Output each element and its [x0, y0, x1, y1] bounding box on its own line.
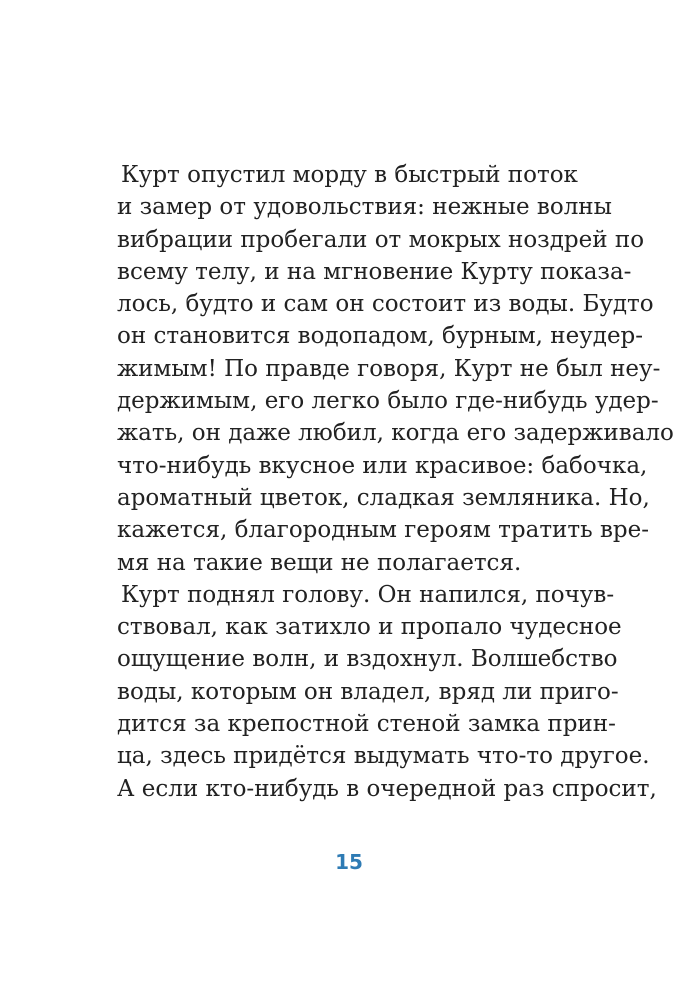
paragraph-2 [117, 579, 657, 805]
text-line: он становится водопадом, бурным, неудер- [117, 323, 644, 350]
page-number: 15 [335, 850, 363, 874]
text-line: вибрации пробегали от мокрых ноздрей по [117, 226, 645, 253]
text-line: ощущение волн, и вздохнул. Волшебство [117, 646, 618, 673]
text-line: ца, здесь придётся выдумать что-то другое. [117, 743, 650, 770]
text-line: кажется, благородным героям тратить вре- [117, 517, 649, 544]
text-line: ароматный цветок, сладкая земляника. Но, [117, 484, 650, 511]
text-line: жать, он даже любил, когда его задерживало [117, 420, 674, 447]
text-line: лось, будто и сам он состоит из воды. Будто [117, 291, 654, 318]
paragraph-1 [117, 159, 674, 579]
text-line: А если кто-нибудь в очередной раз спросит, [117, 775, 657, 802]
text-line: жимым! По правде говоря, Курт не был неу- [117, 355, 661, 382]
body-text [117, 159, 674, 805]
text-line: что-нибудь вкусное или красивое: бабочка, [117, 452, 648, 479]
text-line: всему телу, и на мгновение Курту показа- [117, 258, 632, 285]
text-line: ствовал, как затихло и пропало чудесное [117, 614, 622, 641]
text-line: Курт поднял голову. Он напился, почув- [121, 581, 615, 608]
text-line: держимым, его легко было где-нибудь удер- [117, 388, 659, 415]
text-line: и замер от удовольствия: нежные волны [117, 194, 612, 221]
text-line: дится за крепостной стеной замка прин- [117, 711, 616, 738]
text-line: Курт опустил морду в быстрый поток [121, 162, 578, 188]
text-line: мя на такие вещи не полагается. [117, 549, 522, 576]
text-line: воды, которым он владел, вряд ли приго- [117, 678, 619, 705]
